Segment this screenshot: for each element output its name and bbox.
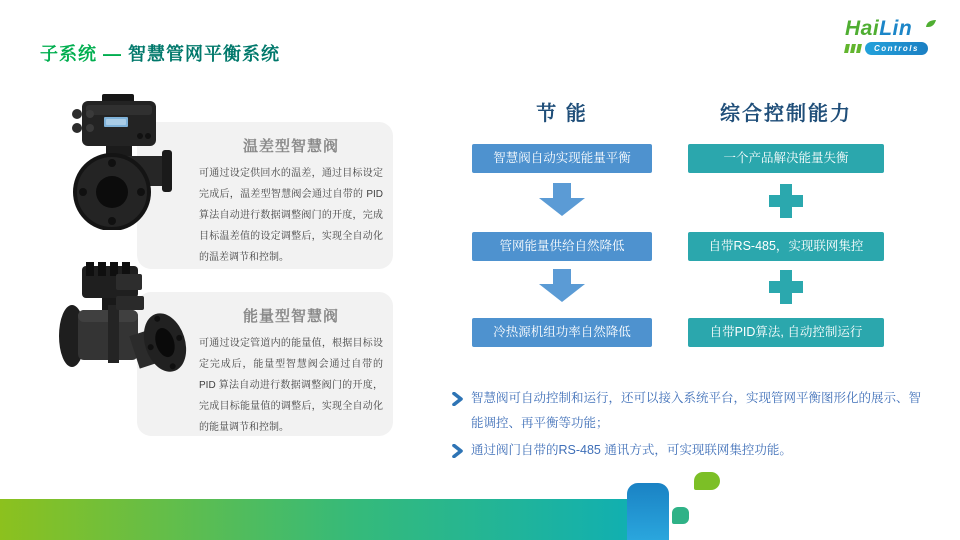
flow-step: 一个产品解决能量失衡 [688,144,884,173]
logo-tagline-row [845,42,945,55]
down-arrow-icon [539,269,585,302]
chevron-bullet-icon [452,392,463,406]
temperature-valve-image [68,92,180,230]
plus-icon [769,270,803,304]
product-title: 温差型智慧阀 [242,138,339,155]
notes-list [452,386,932,465]
bullet-text: 智慧阀可自动控制和运行，还可以接入系统平台，实现管网平衡图形化的展示、智能调控、再平衡等功能； [471,391,922,430]
page-title [40,40,280,66]
decor-green-square [694,472,720,490]
product-description: 可通过设定管道内的能量值，根据目标设定完成后，能量型智慧阀会通过自带的 PID 算法自动进行数据调整阀门的开度，完成目标能量值的调整后，实现全自动化的能量调节和控制。 [199,338,383,433]
list-item [452,386,932,436]
logo-wordmark [845,18,945,40]
product-title: 能量型智慧阀 [242,308,339,325]
leaf-icon [925,11,937,33]
logo-text-hai: Hai [845,17,880,40]
product-description: 可通过设定供回水的温差，通过目标设定完成后，温差型智慧阀会通过自带的 PID 算法自动进行数据调整阀门的开度，完成目标温差值的设定调整后，实现全自动化的温差调节和控制。 [199,168,383,263]
logo-tagline: Controls [865,42,928,55]
decor-teal-square [672,507,689,524]
logo-bars-icon [845,44,861,53]
list-item [452,438,932,463]
plus-icon [769,184,803,218]
hailin-logo [845,18,945,55]
bottom-gradient-band [0,499,646,540]
flow-step: 管网能量供给自然降低 [472,232,652,261]
flow-step: 冷热源机组功率自然降低 [472,318,652,347]
page-title-prefix: 子系统 — [40,44,123,64]
flow-step: 智慧阀自动实现能量平衡 [472,144,652,173]
page-title-main: 智慧管网平衡系统 [128,44,281,64]
down-arrow-icon [539,183,585,216]
chevron-bullet-icon [452,444,463,458]
flow-step: 自带PID算法, 自动控制运行 [688,318,884,347]
logo-text-lin: Lin [879,17,913,40]
column-header-energy-saving: 节 能 [536,103,588,125]
energy-valve-image [56,260,194,392]
decor-blue-square [627,483,669,540]
bullet-text: 通过阀门自带的RS-485 通讯方式，可实现联网集控功能。 [471,443,792,457]
column-header-control: 综合控制能力 [720,103,852,125]
flow-step: 自带RS-485，实现联网集控 [688,232,884,261]
